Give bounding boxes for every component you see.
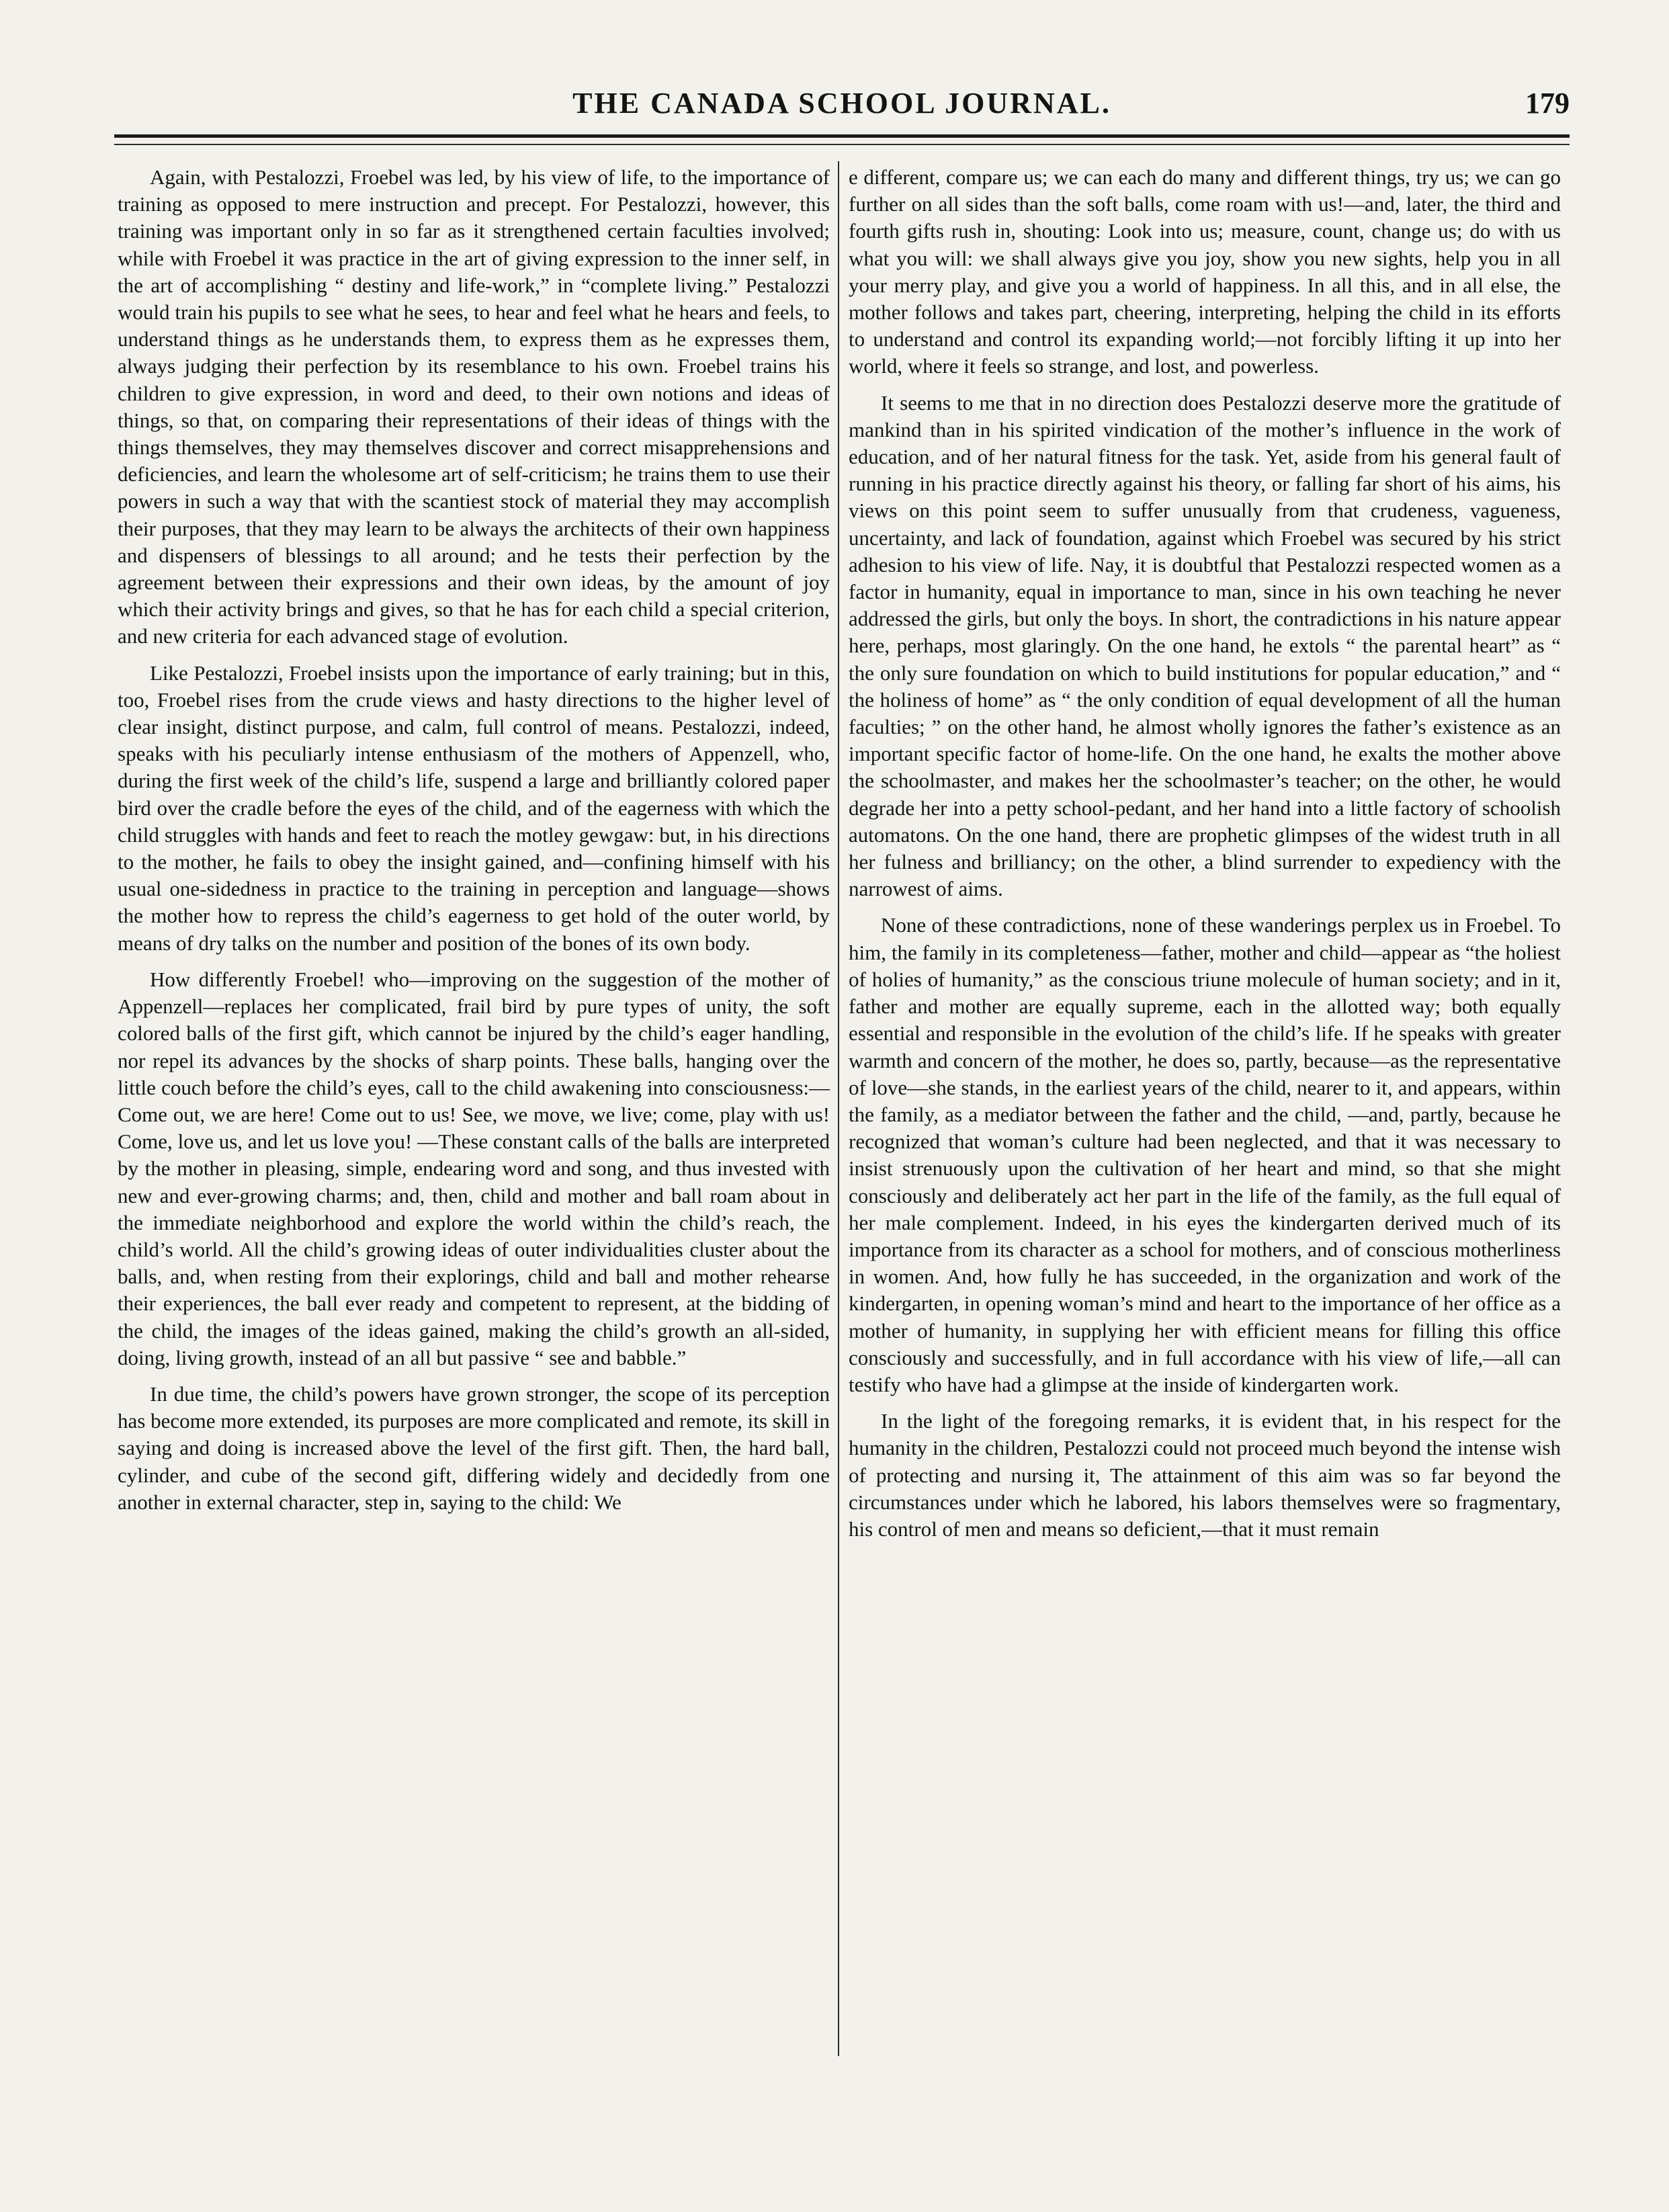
page-header [114,86,1570,126]
paragraph: Again, with Pestalozzi, Froebel was led, by his view of life, to the importance of training as opposed to mere instruction and precept. For Pestalozzi, however, this training was important only in so far as it strengthened certain faculties involved; while with Froebel it was practice in the art of giving expression to the inner self, in the art of accomplishing “ destiny and life-work,” in “complete living.” Pestalozzi would train his pupils to see what he sees, to hear and feel what he hears and feels, to understand things as he understands them, to express them as he expresses them, always judging their perfection by its resemblance to his own. Froebel trains his children to give expression, in word and deed, to their own notions and ideas of things, so that, on comparing their representations of their ideas of things with the things themselves, they may themselves discover and correct misapprehensions and deficiencies, and learn the wholesome art of self-criticism; he trains them to use their powers in such a way that with the scantiest stock of material they may accomplish their purposes, that they may learn to be always the architects of their own happiness and dispensers of blessings to all around; and he tests their perfection by the agreement between their expressions and their own ideas, by the amount of joy which their activity brings and gives, so that he has for each child a special criterion, and new criteria for each advanced stage of evolution. [118,165,830,648]
paragraph: In the light of the foregoing remarks, it is evident that, in his respect for the humanity in the children, Pestalozzi could not proceed much beyond the intense wish of protecting and nursing it, The attainment of this aim was so far beyond the circumstances under which he labored, his labors themselves were so fragmentary, his control of men and means so deficient,—that it must remain [849,1409,1561,1541]
header-rule-thick [114,134,1570,138]
paragraph: How differently Froebel! who—improving on the suggestion of the mother of Appenzell—replaces her complicated, frail bird by pure types of unity, the soft colored balls of the first gift, which cannot be injured by the child’s eager handling, nor repel its advances by the shocks of sharp points. These balls, hanging over the little couch before the child’s eyes, call to the child awakening into consciousness:—Come out, we are here! Come out to us! See, we move, we live; come, play with us! Come, love us, and let us love you! —These constant calls of the balls are interpreted by the mother in pleasing, simple, endearing word and song, and thus invested with new and ever-growing charms; and, then, child and mother and ball roam about in the immediate neighborhood and explore the world within the child’s reach, the child’s world. All the child’s growing ideas of outer individualities cluster about the balls, and, when resting from their explorings, child and ball and mother rehearse their experiences, the ball ever ready and competent to represent, at the bidding of the child, the images of the ideas gained, making the child’s growth an all-sided, doing, living growth, instead of an all but passive “ see and babble.” [118,967,830,1369]
column-divider [838,161,839,2056]
paragraph: Like Pestalozzi, Froebel insists upon the importance of early training; but in this, too, Froebel rises from the crude views and hasty directions to the higher level of clear insight, distinct purpose, and calm, full control of means. Pestalozzi, indeed, speaks with his peculiarly intense enthusiasm of the mothers of Appenzell, who, during the first week of the child’s life, suspend a large and brilliantly colored paper bird over the cradle before the eyes of the child, and of the eagerness with which the child struggles with hands and feet to reach the motley gewgaw: but, in his directions to the mother, he fails to obey the insight gained, and—confining himself with his usual one-sidedness in practice to the training in perception and language—shows the mother how to repress the child’s eagerness to get hold of the outer world, by means of dry talks on the number and position of the bones of its own body. [118,661,830,955]
page-number: 179 [1525,87,1570,120]
right-column [849,164,1561,1552]
paragraph: In due time, the child’s powers have grown stronger, the scope of its perception has become more extended, its purposes are more complicated and remote, its skill in saying and doing is increased above the level of the first gift. Then, the hard ball, cylinder, and cube of the second gift, differing widely and decidedly from one another in external character, step in, saying to the child: We [118,1381,830,1514]
header-rule-thin [114,144,1570,145]
left-column [118,164,830,1525]
journal-title: THE CANADA SCHOOL JOURNAL. [572,87,1111,120]
paragraph: None of these contradictions, none of these wanderings perplex us in Froebel. To him, the family in its completeness—father, mother and child—appear as “the holiest of holies of humanity,” as the conscious triune molecule of human society; and in it, father and mother are equally supreme, each in the allotted way; both equally essential and responsible in the evolution of the child’s life. If he speaks with greater warmth and concern of the mother, he does so, partly, because—as the representative of love—she stands, in the earliest years of the child, nearer to it, and appears, within the family, as a mediator between the father and the child, —and, partly, because he recognized that woman’s culture had been neglected, and that it was necessary to insist strenuously upon the cultivation of her heart and mind, so that she might consciously and deliberately act her part in the life of the family, as the full equal of her male complement. Indeed, in his eyes the kindergarten derived much of its importance from its character as a school for mothers, and of conscious motherliness in women. And, how fully he has succeeded, in the organization and work of the kindergarten, in opening woman’s mind and heart to the importance of her office as a mother of humanity, in supplying her with efficient means for filling this office consciously and successfully, and in full accordance with his view of life,—all can testify who have had a glimpse at the inside of kindergarten work. [849,913,1561,1396]
paragraph: It seems to me that in no direction does Pestalozzi deserve more the gratitude of mankind than in his spirited vindication of the mother’s influence in the work of education, and of her natural fitness for the task. Yet, aside from his general fault of running in his practice directly against his theory, or falling far short of his aims, his views on this point seem to suffer unusually from that crudeness, vagueness, uncertainty, and lack of foundation, against which Froebel was secured by his strict adhesion to his view of life. Nay, it is doubtful that Pestalozzi respected women as a factor in humanity, equal in importance to man, since in his own teaching he never addressed the girls, but only the boys. In short, the contradictions in his nature appear here, perhaps, most glaringly. On the one hand, he extols “ the parental heart” as “ the only sure foundation on which to build institutions for popular education,” and “ the holiness of home” as “ the only condition of equal development of all the human faculties; ” on the other hand, he almost wholly ignores the father’s existence as an important specific factor of home-life. On the one hand, he exalts the mother above the schoolmaster, and makes her the schoolmaster’s teacher; on the other, he would degrade her into a petty school-pedant, and her hand into a little factory of schoolish automatons. On the one hand, there are prophetic glimpses of the widest truth in all her fulness and brilliancy; on the other, a blind surrender to expediency with the narrowest of aims. [849,390,1561,901]
paragraph-continued: e different, compare us; we can each do many and different things, try us; we can go further on all sides than the soft balls, come roam with us!—and, later, the third and fourth gifts rush in, shouting: Look into us; measure, count, change us; do with us what you will: we shall always give you joy, show you new sights, help you in all your merry play, and give you a world of happiness. In all this, and in all else, the mother follows and takes part, cheering, interpreting, helping the child in its efforts to understand and control its expanding world;—not forcibly lifting it up into her world, where it feels so strange, and lost, and powerless. [849,165,1561,378]
